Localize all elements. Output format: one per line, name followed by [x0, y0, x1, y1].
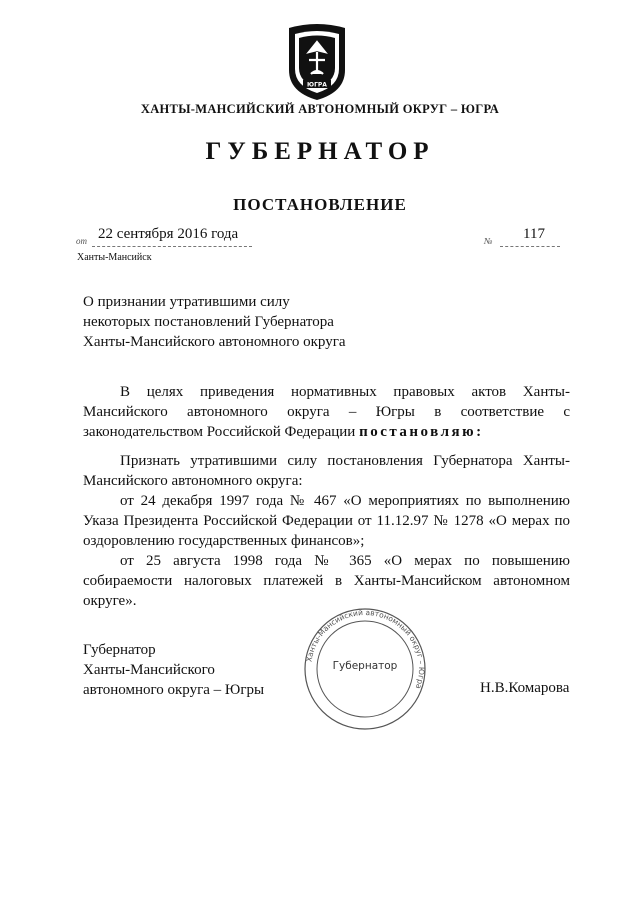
subject-line: некоторых постановлений Губернатора: [83, 314, 334, 330]
document-subject: [83, 292, 346, 352]
decree-word: постановляю:: [359, 424, 484, 440]
subject-line: Ханты-Мансийского автономного округа: [83, 334, 346, 350]
signatory-title: [83, 640, 264, 700]
stamp-ring-text: Ханты-Мансийский автономный округ – Югра: [304, 607, 427, 691]
stamp-center-text: Губернатор: [332, 660, 398, 672]
region-name: ХАНТЫ-МАНСИЙСКИЙ АВТОНОМНЫЙ ОКРУГ – ЮГРА: [140, 102, 500, 116]
emblem-label: ЮГРА: [307, 81, 327, 89]
preamble-paragraph: [83, 382, 570, 442]
document-date: 22 сентября 2016 года: [98, 226, 239, 242]
number-underline: [500, 246, 560, 247]
signatory-title-line: Губернатор: [83, 642, 156, 658]
date-underline: [92, 246, 252, 247]
signatory-title-line: Ханты-Мансийского: [83, 662, 215, 678]
subject-line: О признании утратившими силу: [83, 294, 290, 310]
signatory-title-line: автономного округа – Югры: [83, 682, 265, 698]
document-city: Ханты-Мансийск: [77, 252, 152, 263]
date-prefix: от: [76, 236, 87, 246]
preamble-text: В целях приведения нормативных правовых актов Ханты-Мансийского автономного округа – Югры в соответствие с законодательством Российской Федерации: [83, 384, 570, 440]
repealed-decree-item: от 25 августа 1998 года № 365 «О мерах по повышению собираемости налоговых платежей в Ханты-Мансийском автономном округе».: [83, 553, 570, 609]
signatory-name: Н.В.Комарова: [480, 680, 570, 696]
item-intro: Признать утратившими силу постановления Губернатора Ханты-Мансийского автономного округа:: [83, 453, 570, 489]
repealed-decree-item: от 24 декабря 1997 года № 467 «О мероприятиях по выполнению Указа Президента Российской Федерации от 11.12.97 № 1278 «О мерах по оздоровлению государственных финансов»;: [83, 493, 570, 549]
coat-of-arms-emblem: [281, 22, 353, 102]
document-number: 117: [523, 226, 545, 242]
svg-text:Ханты-Мансийский автономный ок: [304, 608, 426, 690]
decree-items: [83, 451, 570, 611]
document-type: ПОСТАНОВЛЕНИЕ: [233, 195, 407, 214]
number-sign: №: [484, 236, 493, 246]
page-title: ГУБЕРНАТОР: [205, 138, 435, 165]
